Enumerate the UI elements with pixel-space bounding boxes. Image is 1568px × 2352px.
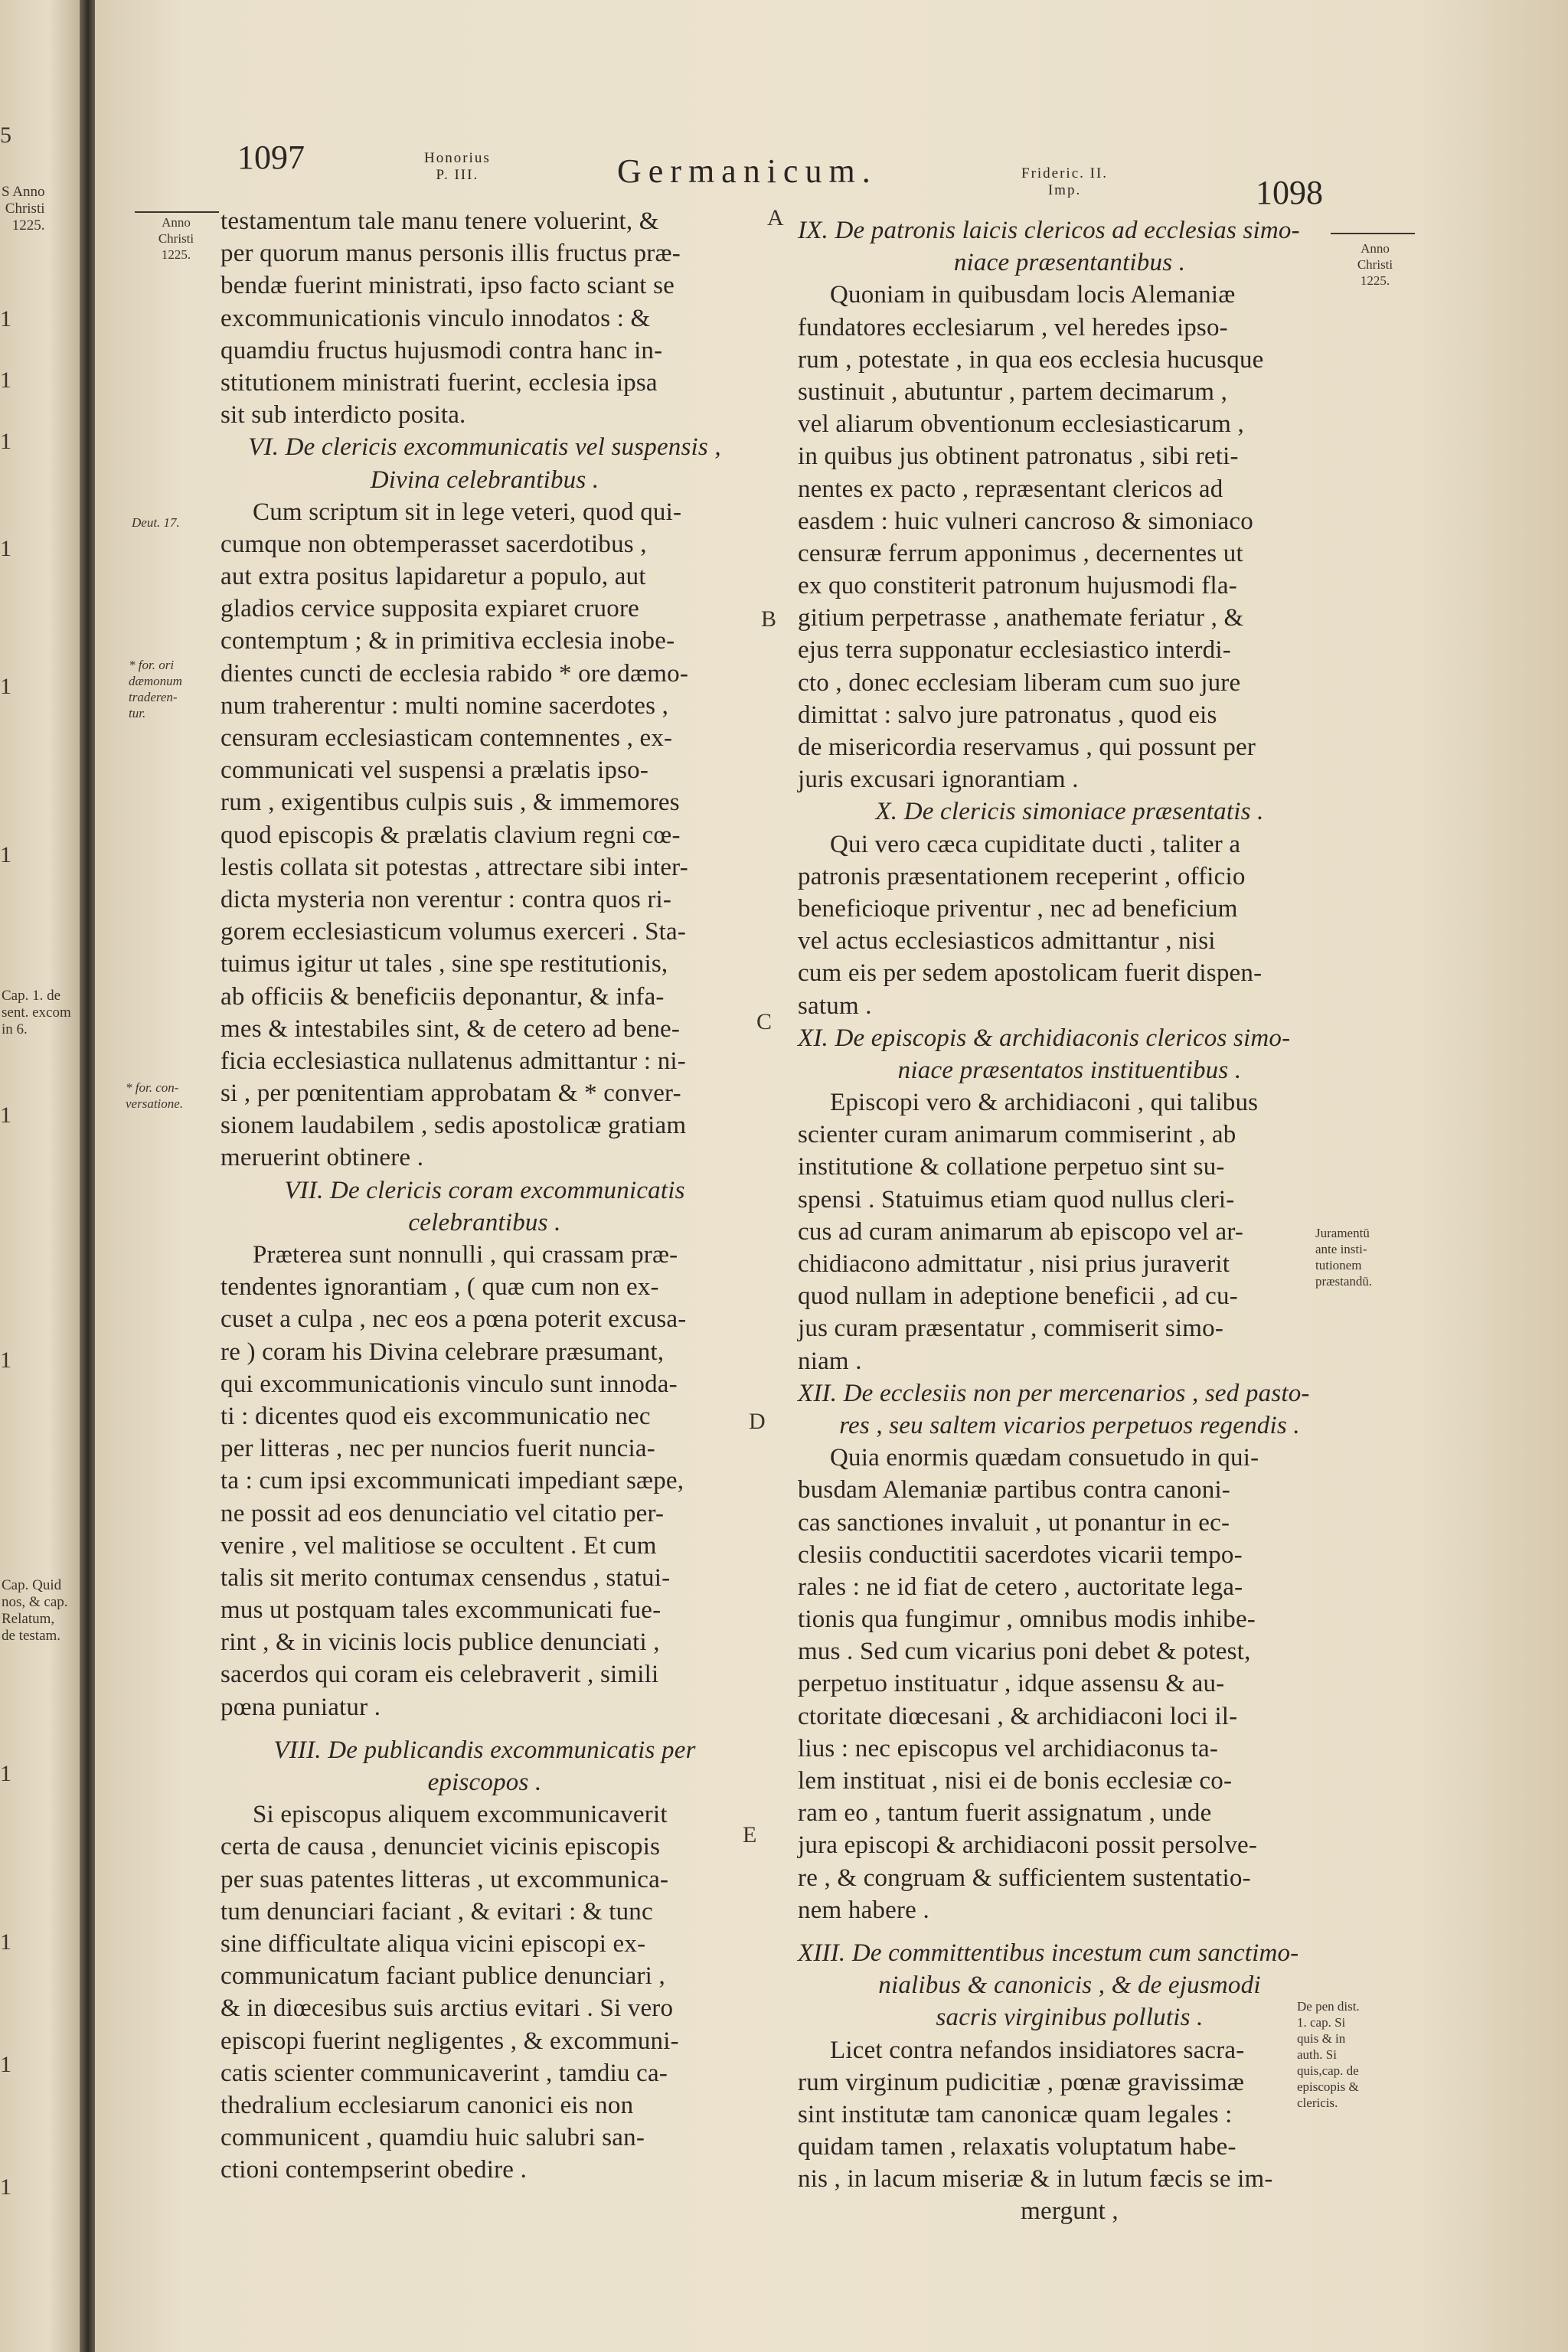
text-line: meruerint obtinere .	[220, 1144, 424, 1172]
margin-anno-right	[1329, 240, 1421, 289]
text-line: cto , donec ecclesiam liberam cum suo jure	[798, 668, 1241, 697]
margin-note-conversatione	[126, 1080, 183, 1112]
margin-note-line: 1225.	[161, 247, 191, 262]
text-line: juris excusari ignorantiam .	[798, 766, 1079, 794]
section-letter-b: B	[761, 606, 777, 632]
section-heading: Divina celebrantibus .	[370, 466, 599, 494]
margin-note-line: tur.	[129, 706, 146, 720]
margin-note-line: * for. con-	[126, 1080, 179, 1095]
text-line: easdem : huic vulneri cancroso & simoniaco	[798, 507, 1253, 535]
text-line: ti : dicentes quod eis excommunicatio nec	[220, 1402, 651, 1430]
text-line: cumque non obtemperasset sacerdotibus ,	[220, 530, 647, 558]
text-line: Episcopi vero & archidiaconi , qui talibus	[830, 1089, 1259, 1117]
header-pope-name: Honorius	[424, 150, 491, 166]
text-line: lius : nec episcopus vel archidiaconus ta-	[798, 1734, 1219, 1762]
left-page-line-end: 1	[0, 1102, 11, 1128]
left-page-note: Cap. Quid	[2, 1577, 62, 1593]
text-line: tendentes ignorantiam , ( quæ cum non ex-	[220, 1273, 659, 1302]
text-line: nentes ex pacto , repræsentant clericos ad	[798, 475, 1223, 503]
text-line: lem instituat , nisi ei de bonis ecclesiæ co-	[798, 1767, 1233, 1795]
margin-note-line: Anno	[1361, 241, 1390, 256]
margin-note-line: quis & in	[1297, 2031, 1346, 2046]
text-line: in quibus jus obtinent patronatus , sibi reti-	[798, 443, 1239, 471]
section-letter-c: C	[756, 1009, 773, 1034]
text-line: & in diœcesibus suis arctius evitari . Si vero	[220, 1994, 674, 2023]
left-page-note: 1225.	[11, 217, 45, 234]
left-page-note: de testam.	[2, 1628, 61, 1644]
section-heading: sacris virginibus pollutis .	[936, 2004, 1204, 2032]
text-line: ne possit ad eos denunciatio vel citatio per-	[220, 1499, 665, 1527]
text-line: Cum scriptum sit in lege veteri, quod qui-	[253, 498, 682, 526]
text-line: dicta mysteria non verentur : contra quos ri-	[220, 885, 672, 913]
text-line: niam .	[798, 1347, 862, 1375]
section-heading: nialibus & canonicis , & de ejusmodi	[878, 1971, 1261, 2000]
text-line: ex quo constiterit patronum hujusmodi fla-	[798, 572, 1237, 600]
text-line: dientes cuncti de ecclesia rabido * ore dæmo-	[220, 659, 689, 688]
left-page-line-end: 1	[0, 2052, 11, 2077]
text-line: spensi . Statuimus etiam quod nullus cleri-	[798, 1185, 1235, 1214]
text-line: talis sit merito contumax censendus , statui-	[220, 1563, 671, 1592]
text-line: ctioni contempserint obedire .	[220, 2156, 528, 2184]
text-line: re , & congruam & sufficientem sustentatio-	[798, 1864, 1251, 1892]
left-page-line-end: 1	[0, 842, 11, 867]
running-title: Germanicum.	[617, 152, 877, 190]
margin-note-line: Anno	[162, 215, 191, 230]
text-line: mus ut postquam tales excommunicati fue-	[220, 1596, 662, 1625]
text-line: mus . Sed cum vicarius poni debet & potest,	[798, 1638, 1251, 1666]
section-heading: XII. De ecclesiis non per mercenarios , sed pasto-	[798, 1379, 1310, 1407]
left-page-line-end: 1	[0, 1348, 11, 1373]
left-page-line-end: 1	[0, 674, 11, 699]
text-line: num traherentur : multi nomine sacerdotes ,	[220, 691, 669, 720]
section-letter-d: D	[749, 1409, 766, 1434]
text-line: testamentum tale manu tenere voluerint, &	[220, 207, 659, 235]
section-heading: episcopos .	[427, 1769, 542, 1796]
margin-note-line: tutionem	[1315, 1258, 1362, 1272]
text-line: re ) coram his Divina celebrare præsumant,	[220, 1338, 665, 1366]
margin-note-line: 1. cap. Si	[1297, 2015, 1346, 2030]
text-line: tionis qua fungimur , omnibus modis inhibe-	[798, 1606, 1256, 1634]
text-line: pœna puniatur .	[220, 1693, 381, 1721]
text-line: sine difficultate aliqua vicini episcopi ex-	[220, 1929, 646, 1958]
text-line: rint , & in vicinis locis publice denunciati ,	[220, 1628, 660, 1657]
text-line: satum .	[798, 991, 872, 1020]
text-column-right	[798, 214, 1341, 2228]
text-line: quod episcopis & prælatis clavium regni cœ-	[220, 821, 681, 849]
section-heading: celebrantibus .	[408, 1208, 561, 1236]
text-line: catis scienter communicaverint , tamdiu ca-	[220, 2059, 668, 2087]
left-page-line-end: 1	[0, 368, 11, 393]
text-line: gorem ecclesiasticum volumus exerceri . Sta-	[220, 918, 687, 946]
left-page-line-end: 1	[0, 429, 11, 454]
left-page-line-end: 1	[0, 536, 11, 561]
text-line: ab officiis & beneficiis deponantur, & infa-	[220, 982, 665, 1011]
text-line: Licet contra nefandos insidiatores sacra-	[830, 2036, 1245, 2064]
text-line: dimittat : salvo jure patronatus , quod eis	[798, 701, 1217, 729]
text-line: episcopi fuerint negligentes , & excommuni-	[220, 2027, 679, 2055]
margin-rule	[135, 211, 219, 213]
text-line: ficia ecclesiastica nullatenus admittantur : ni-	[220, 1047, 686, 1075]
text-line: bendæ fuerint ministrati, ipso facto sciant se	[220, 272, 675, 300]
text-line: rum , exigentibus culpis suis , & immemores	[220, 789, 680, 817]
page-number-left: 1097	[237, 139, 305, 176]
margin-note-line: auth. Si	[1297, 2047, 1337, 2062]
section-heading: IX. De patronis laicis clericos ad ecclesias simo-	[798, 217, 1300, 244]
header-emperor-name: Frideric. II.	[1021, 165, 1109, 181]
margin-note-ori	[129, 657, 182, 721]
text-line: communicent , quamdiu huic salubri san-	[220, 2124, 645, 2152]
margin-anno-left	[130, 214, 222, 263]
text-line: rum , potestate , in qua eos ecclesia hucusque	[798, 345, 1264, 374]
text-line: ctoritate diœcesani , & archidiaconi loci il-	[798, 1702, 1238, 1730]
header-pope-title: P. III.	[436, 167, 479, 183]
margin-note-line: traderen-	[129, 690, 178, 704]
left-page-line-end: 5	[0, 122, 11, 148]
text-line: stitutionem ministrati fuerint, ecclesia ipsa	[220, 368, 658, 397]
section-heading: niace præsentatos instituentibus .	[897, 1056, 1242, 1084]
margin-note-de-pen	[1297, 1998, 1360, 2111]
text-line: institutione & collatione perpetuo sint su-	[798, 1153, 1225, 1181]
margin-deut: Deut. 17.	[132, 515, 180, 530]
text-line: per quorum manus personis illis fructus præ-	[220, 240, 681, 268]
text-line: per litteras , nec per nuncios fuerit nuncia-	[220, 1435, 655, 1463]
margin-note-line: clericis.	[1297, 2096, 1338, 2110]
text-line: nem habere .	[798, 1896, 929, 1924]
text-line: busdam Alemaniæ partibus contra canoni-	[798, 1476, 1230, 1504]
text-line: mergunt ,	[1021, 2197, 1119, 2226]
text-line: per suas patentes litteras , ut excommunica-	[220, 1865, 669, 1893]
text-line: Quoniam in quibusdam locis Alemaniæ	[830, 281, 1236, 309]
header-pope	[424, 150, 491, 184]
margin-rule	[1331, 233, 1415, 234]
previous-page-edge	[0, 0, 89, 2352]
text-line: ta : cum ipsi excommunicati impediant sæpe,	[220, 1467, 684, 1495]
text-line: chidiacono admittatur , nisi prius juraverit	[798, 1250, 1230, 1278]
margin-note-line: * for. ori	[129, 658, 175, 672]
text-line: censuræ ferrum apponimus , decernentes ut	[798, 539, 1243, 567]
text-line: clesiis conductitii sacerdotes vicarii tempo-	[798, 1540, 1243, 1569]
section-heading: VII. De clericis coram excommunicatis	[284, 1176, 685, 1204]
text-line: tuimus igitur ut tales , sine spe restitutionis,	[220, 950, 668, 978]
text-line: sacerdos qui coram eis celebraverit , simili	[220, 1661, 659, 1689]
text-line: rales : ne id fiat de cetero , auctoritate lega-	[798, 1573, 1243, 1601]
text-line: sustinuit , abutuntur , partem decimarum ,	[798, 377, 1228, 406]
text-line: si , per pœnitentiam approbatam & * conver-	[220, 1080, 681, 1108]
left-page-anno	[2, 184, 45, 234]
text-line: cum eis per sedem apostolicam fuerit dispen-	[798, 959, 1263, 988]
text-line: contemptum ; & in primitiva ecclesia inobe-	[220, 627, 675, 655]
text-line: perpetuo instituatur , idque assensu & au-	[798, 1670, 1225, 1698]
text-line: de misericordia reservamus , qui possunt per	[798, 733, 1256, 761]
section-letter-e: E	[743, 1822, 757, 1847]
text-line: rum virginum pudicitiæ , pœnæ gravissimæ	[798, 2068, 1245, 2096]
text-line: Quia enormis quædam consuetudo in qui-	[830, 1444, 1259, 1472]
text-line: cas sanctiones invaluit , ut ponantur in ec-	[798, 1508, 1230, 1537]
left-page-line-end: 1	[0, 1761, 11, 1786]
left-page-note: Cap. 1. de	[2, 988, 61, 1004]
text-line: nis , in lacum miseriæ & in lutum fæcis se im-	[798, 2165, 1273, 2194]
left-page-line-end: 1	[0, 2174, 11, 2200]
text-line: mes & intestabiles sint, & de cetero ad bene-	[220, 1014, 681, 1043]
section-heading: XI. De episcopis & archidiaconis clericos simo-	[798, 1024, 1291, 1052]
margin-note-line: De pen dist.	[1297, 1999, 1360, 2014]
left-page-note: Christi	[5, 201, 45, 217]
margin-note-line: Christi	[158, 231, 194, 246]
margin-note-line: versatione.	[126, 1096, 184, 1111]
header-emperor	[1021, 165, 1108, 199]
text-line: gladios cervice supposita expiaret cruore	[220, 595, 639, 623]
text-line: thedralium ecclesiarum canonici eis non	[220, 2091, 634, 2119]
section-heading: VI. De clericis excommunicatis vel suspensis ,	[248, 433, 721, 462]
header-emperor-title: Imp.	[1047, 182, 1082, 198]
left-page-note: sent. excom	[2, 1004, 71, 1021]
text-column-left	[220, 205, 749, 2186]
margin-note-line: Juramentū	[1315, 1226, 1370, 1240]
section-heading: niace præsentantibus .	[953, 249, 1186, 277]
page-number-right: 1098	[1256, 174, 1323, 211]
text-line: excommunicationis vinculo innodatos : &	[220, 304, 651, 332]
text-line: censuram ecclesiasticam contemnentes , ex-	[220, 724, 673, 752]
section-heading: VIII. De publicandis excommunicatis per	[273, 1736, 696, 1764]
text-line: ram eo , tantum fuerit assignatum , unde	[798, 1799, 1212, 1828]
margin-note-line: dæmonum	[129, 674, 182, 688]
text-line: quidam tamen , relaxatis voluptatum habe-	[798, 2133, 1236, 2161]
text-line: beneficioque priventur , nec ad beneficium	[798, 894, 1238, 923]
text-line: Si episcopus aliquem excommunicaverit	[253, 1801, 668, 1829]
text-line: Qui vero cæca cupiditate ducti , taliter a	[830, 830, 1241, 858]
section-heading: res , seu saltem vicarios perpetuos regendis .	[839, 1411, 1300, 1439]
section-letter-a: A	[767, 205, 784, 230]
text-line: cus ad curam animarum ab episcopo vel ar-	[798, 1217, 1244, 1246]
text-line: scienter curam animarum commiserint , ab	[798, 1121, 1236, 1149]
margin-note-line: quis,cap. de	[1297, 2063, 1359, 2078]
text-line: qui excommunicationis vinculo sunt innoda-	[220, 1370, 678, 1398]
text-line: fundatores ecclesiarum , vel heredes ipso-	[798, 313, 1228, 341]
text-line: sionem laudabilem , sedis apostolicæ gratiam	[220, 1112, 687, 1140]
text-line: communicati vel suspensi a prælatis ipso-	[220, 756, 649, 785]
text-line: patronis præsentationem receperint , officio	[798, 862, 1246, 890]
text-line: communicatum faciant publice denunciari ,	[220, 1962, 665, 1991]
text-line: sint institutæ tam canonicæ quam legales :	[798, 2100, 1233, 2128]
left-page-note: S Anno	[2, 184, 45, 200]
text-line: sit sub interdicto posita.	[220, 401, 466, 430]
text-line: cuset a culpa , nec eos a pœna poterit excusa-	[220, 1305, 687, 1334]
text-line: vel aliarum obventionum ecclesiasticarum ,	[798, 410, 1244, 439]
section-heading: X. De clericis simoniace præsentatis .	[875, 798, 1264, 826]
margin-note-line: præstandū.	[1315, 1274, 1373, 1289]
text-line: aut extra positus lapidaretur a populo, aut	[220, 563, 646, 591]
text-line: lestis collata sit potestas , attrectare sibi inter-	[220, 853, 688, 881]
left-page-cap-note	[2, 988, 71, 1038]
margin-note-line: 1225.	[1360, 273, 1390, 288]
text-line: certa de causa , denunciet vicinis episcopis	[220, 1833, 661, 1861]
left-page-note: in 6.	[2, 1021, 28, 1037]
left-page-note: nos, & cap.	[2, 1594, 68, 1610]
left-page-note: Relatum,	[2, 1611, 55, 1627]
section-heading: XIII. De committentibus incestum cum sanctimo-	[798, 1939, 1299, 1967]
book-page	[95, 0, 1568, 2352]
text-line: gitium perpetrasse , anathemate feriatur , &	[798, 604, 1244, 632]
margin-note-line: ante insti-	[1315, 1242, 1367, 1256]
text-line: quamdiu fructus hujusmodi contra hanc in-	[220, 336, 663, 364]
margin-note-line: Christi	[1357, 257, 1393, 272]
left-page-cap-note	[2, 1577, 68, 1645]
left-page-line-end: 1	[0, 306, 11, 332]
text-line: ejus terra supponatur ecclesiastico interdi-	[798, 636, 1231, 665]
margin-note-juramentum	[1315, 1225, 1372, 1289]
text-line: venire , vel malitiose se occultent . Et cum	[220, 1531, 657, 1560]
text-line: quod nullam in adeptione beneficii , ad cu-	[798, 1282, 1238, 1311]
text-line: jus curam præsentatur , commiserit simo-	[798, 1315, 1224, 1343]
text-line: vel actus ecclesiasticos admittantur , nisi	[798, 927, 1216, 956]
text-line: Præterea sunt nonnulli , qui crassam præ-	[253, 1241, 678, 1269]
text-line: jura episcopi & archidiaconi possit persolve-	[798, 1831, 1258, 1860]
margin-note-line: episcopis &	[1297, 2079, 1359, 2094]
text-line: tum denunciari faciant , & evitari : & tunc	[220, 1897, 653, 1926]
left-page-line-end: 1	[0, 1929, 11, 1955]
